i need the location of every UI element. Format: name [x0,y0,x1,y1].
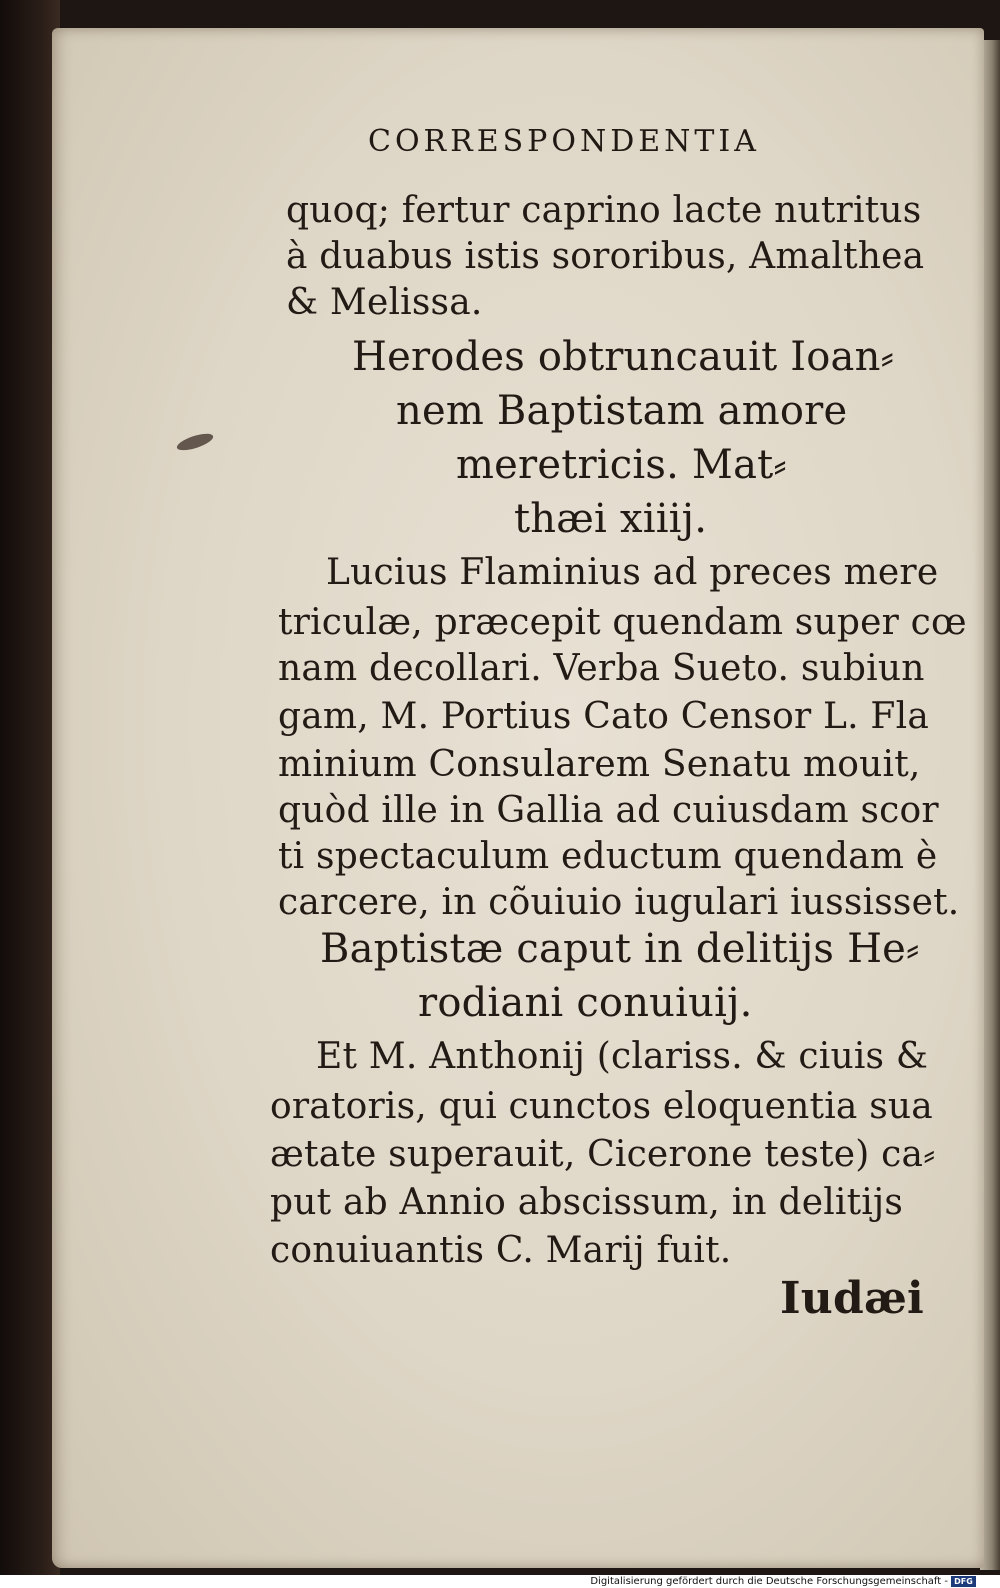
text-line: à duabus istis sororibus, Amalthea [286,236,925,277]
text-line: minium Consularem Senatu mouit, [278,744,921,785]
dfg-logo: DFG [951,1576,976,1587]
running-head: CORRESPONDENTIA [368,124,760,159]
text-line: ætate superauit, Cicerone teste) ca⸗ [270,1134,936,1175]
section-heading-line: rodiani conuiuij. [418,980,753,1026]
text-line: conuiuantis C. Marij fuit. [270,1230,732,1271]
catchword: Iudæi [780,1273,924,1324]
text-line: oratoris, qui cunctos eloquentia sua [270,1086,933,1127]
text-line: quoq; fertur caprino lacte nutritus [286,190,922,231]
book-gutter-shadow [0,0,60,1575]
section-heading-line: meretricis. Mat⸗ [456,442,787,488]
section-heading-line: Herodes obtruncauit Ioan⸗ [352,334,895,380]
section-heading-line: thæi xiiij. [514,496,708,542]
section-heading-line: Baptistæ caput in delitijs He⸗ [320,926,920,972]
text-line: Et M. Anthonij (clariss. & ciuis & [316,1036,929,1077]
footer-credit: Digitalisierung gefördert durch die Deutsche Forschungsgemeinschaft - [590,1576,948,1587]
section-heading-line: nem Baptistam amore [396,388,848,434]
text-line: & Melissa. [286,282,483,323]
text-line: quòd ille in Gallia ad cuiusdam scor [278,790,939,831]
text-line: nam decollari. Verba Sueto. subiun [278,648,925,689]
text-line: Lucius Flaminius ad preces mere [326,552,939,593]
footer-bar [0,1575,1000,1588]
text-line: carcere, in cõuiuio iugulari iussisset. [278,882,960,923]
text-line: ti spectaculum eductum quendam è [278,836,938,877]
text-line: put ab Annio abscissum, in delitijs [270,1182,904,1223]
text-line: gam, M. Portius Cato Censor L. Fla [278,696,929,737]
text-line: triculæ, præcepit quendam super cœ [278,602,967,643]
